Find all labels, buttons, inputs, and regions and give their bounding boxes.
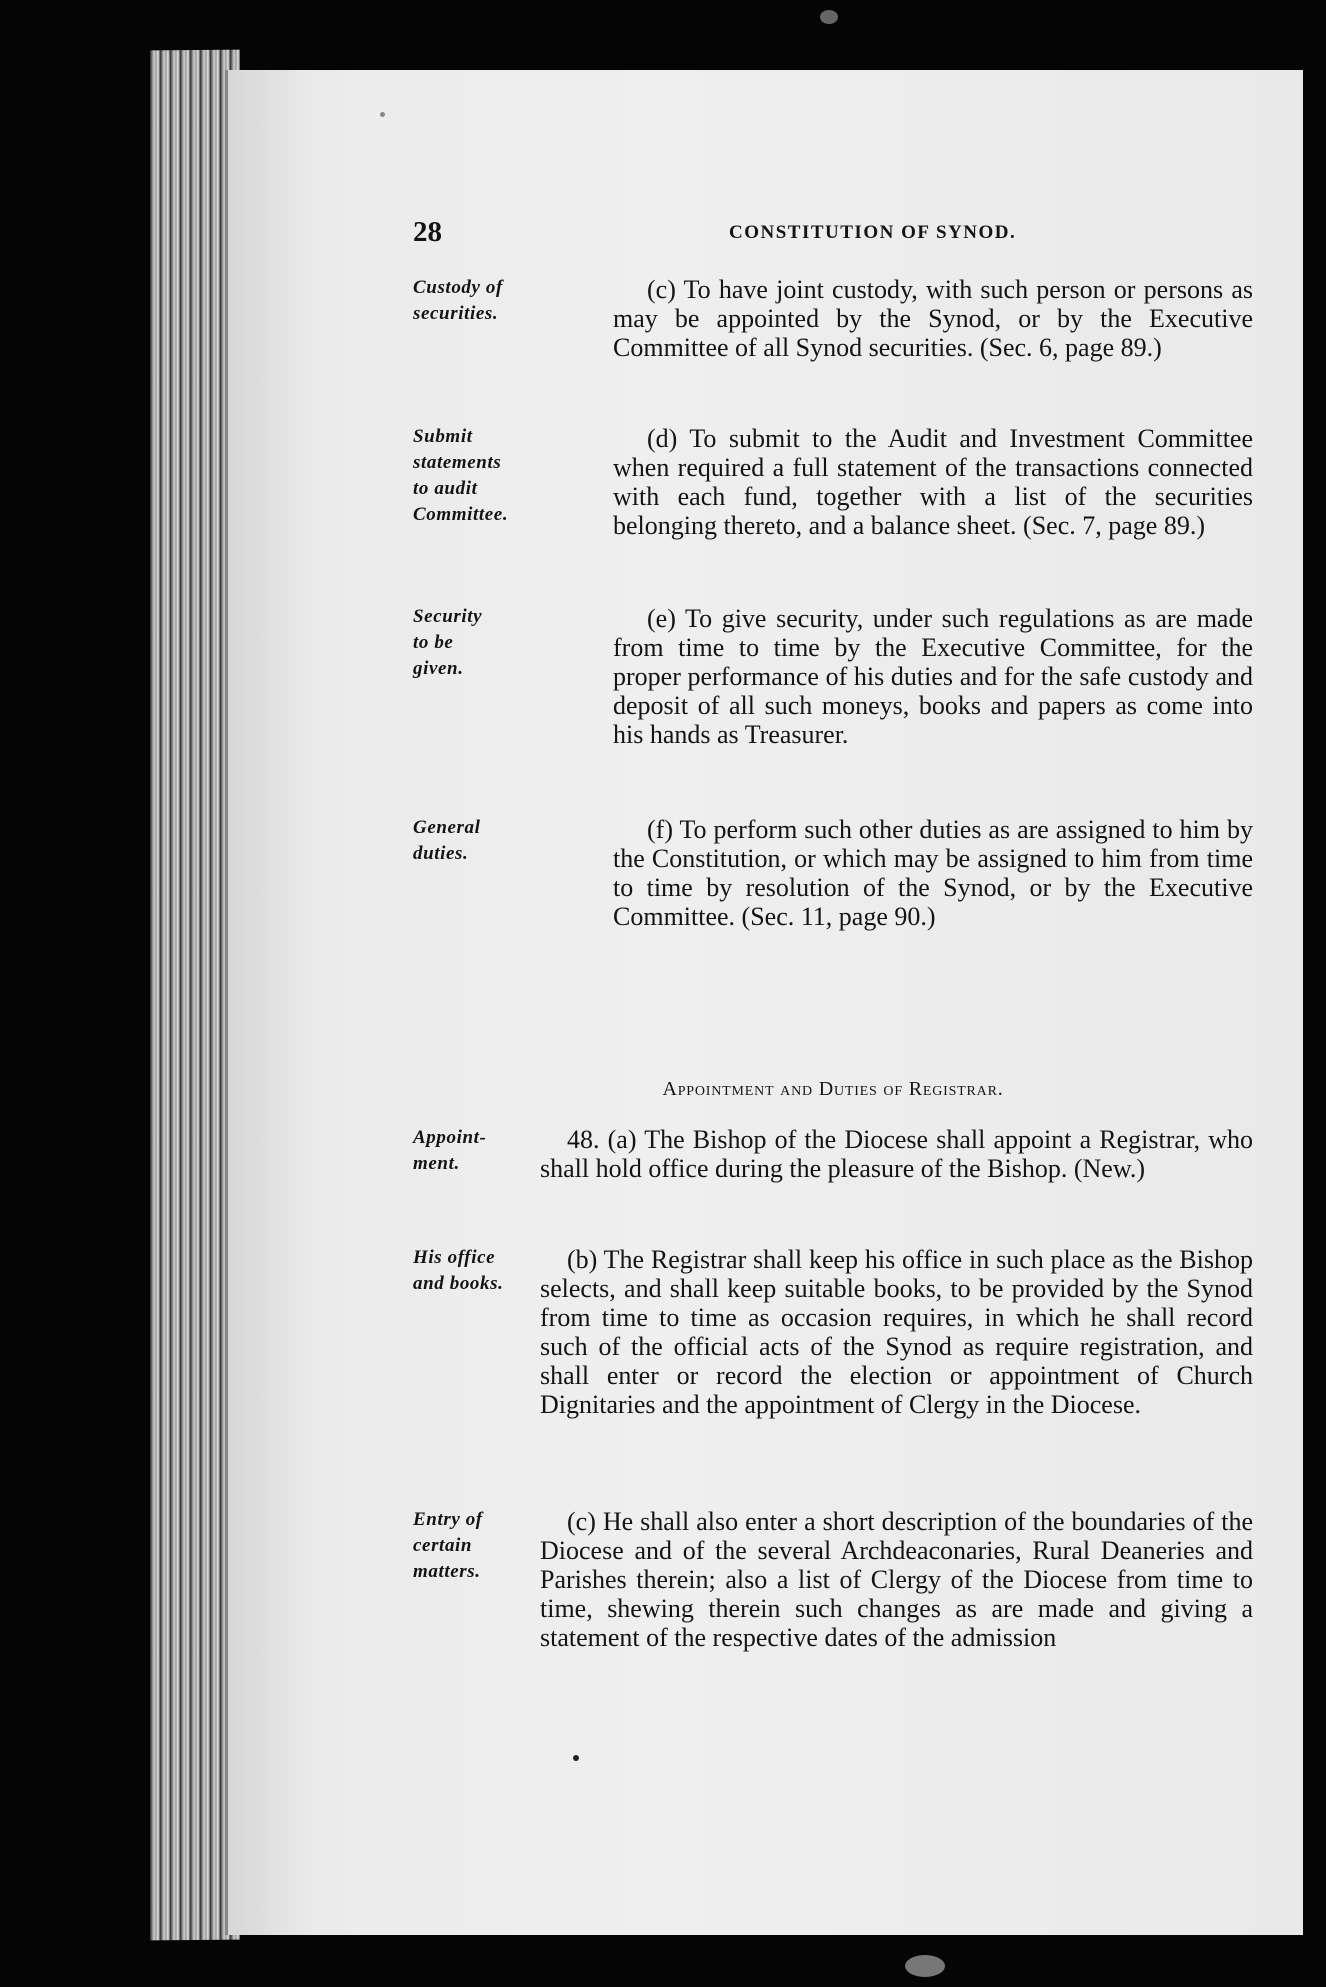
paragraph: (c) To have joint custody, with such person or persons as may be appointed by the Synod, or by the Executive Committee of all Synod securities. (Sec. 6, page 89.) <box>613 275 1253 362</box>
margin-note: Entry of certain matters. <box>413 1509 483 1582</box>
margin-note: Custody of securities. <box>413 277 503 324</box>
margin-note: General duties. <box>413 817 481 864</box>
paragraph: (e) To give security, under such regulations as are made from time to time by the Executive Committee, for the proper performance of his duties and for the safe custody and deposit of all such moneys, books and papers as come into his hands as Treasurer. <box>613 604 1253 749</box>
scan-speck <box>380 112 385 117</box>
margin-note: Appoint- ment. <box>413 1127 487 1174</box>
margin-note: Submit statements to audit Committee. <box>413 426 509 525</box>
paragraph: (f) To perform such other duties as are assigned to him by the Constitution, or which may be assigned to him from time to time by resolution of the Synod, or by the Executive Committee. (Sec. 11, page 90.) <box>613 815 1253 931</box>
paragraph: (d) To submit to the Audit and Investment Committee when required a full statement of the transactions connected with each fund, together with a list of the securities belonging thereto, and a balance sheet. (Sec. 7, page 89.) <box>613 424 1253 540</box>
margin-note: Security to be given. <box>413 606 483 679</box>
book-page <box>225 70 1303 1935</box>
scan-speck <box>905 1955 945 1977</box>
paragraph: (c) He shall also enter a short description of the boundaries of the Diocese and of the several Archdeaconaries, Rural Deaneries and Parishes therein; also a list of Clergy of the Diocese from time to time, shewing therein such changes as are made and giving a statement of the respective dates of the admission <box>540 1507 1253 1652</box>
running-head <box>413 216 1253 256</box>
margin-note: His office and books. <box>413 1247 504 1294</box>
section-heading: Appointment and Duties of Registrar. <box>662 1078 1004 1100</box>
page-content <box>228 70 1303 1935</box>
paragraph: 48. (a) The Bishop of the Diocese shall appoint a Registrar, who shall hold office during the pleasure of the Bishop. (New.) <box>540 1125 1253 1183</box>
page-number: 28 <box>413 216 442 248</box>
header-title: CONSTITUTION OF SYNOD. <box>729 222 1017 243</box>
ink-speck <box>573 1755 579 1761</box>
paragraph: (b) The Registrar shall keep his office in such place as the Bishop selects, and shall keep suitable books, to be provided by the Synod from time to time as occasion requires, in which he shall record such of the official acts of the Synod as require registration, and shall enter or record the election or appointment of Church Dignitaries and the appointment of Clergy in the Diocese. <box>540 1245 1253 1419</box>
scan-speck <box>820 10 838 24</box>
